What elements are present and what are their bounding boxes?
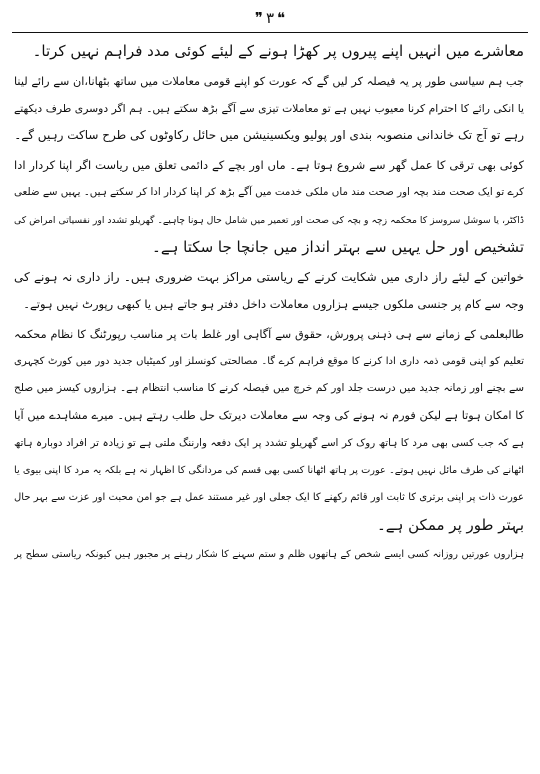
text-line: رہے تو آج تک خاندانی منصوبہ بندی اور پولیو ویکسینیشن میں حائل رکاوٹوں کی طرح ساکت رہیں گے۔ xyxy=(14,128,524,143)
text-line: اٹھانے کی طرف مائل نہیں ہوتے۔ عورت پر ہاتھ اٹھانا کسی بھی قسم کی مردانگی کا اظہار نہ ہے بلکہ یہ مرد کا اپنی بیوی یا xyxy=(14,465,524,477)
text-line: کا امکان ہوتا ہے لیکن فورم نہ ہونے کی وجہ سے معاملات دیرتک حل طلب رہتے ہیں۔ میرے مشاہدے میں آیا xyxy=(14,409,524,423)
text-line: معاشرے میں انہیں اپنے پیروں پر کھڑا ہونے کے لیئے کوئی مدد فراہم نہیں کرتا۔ xyxy=(32,42,524,60)
paragraph xyxy=(14,264,524,319)
header-rule xyxy=(12,32,528,33)
text-line: کرے تو ایک صحت مند بچہ اور صحت مند ماں ملکی خدمت میں آگے بڑھ کر اپنا کردار ادا کر سکتے ہیں۔ یہیں سے ضلعی xyxy=(14,186,524,199)
text-line: ڈاکٹر، یا سوشل سروسز کا محکمہ زچہ و بچہ کی صحت اور تعمیر میں شامل حال ہونا چاہیے۔ گھریلو تشدد اور نفسیاتی امراض کی xyxy=(14,214,524,226)
text-line: جب ہم سیاسی طور پر یہ فیصلہ کر لیں گے کہ عورت کو اپنے قومی معاملات میں ساتھ بٹھانا،ان سے رائے لینا xyxy=(14,74,524,88)
document-body xyxy=(14,38,524,774)
text-line: کوئی بھی ترقی کا عمل گھر سے شروع ہوتا ہے۔ ماں اور بچے کے دائمی تعلق میں ریاست اگر اپنا کردار ادا xyxy=(14,157,524,172)
paragraph xyxy=(14,38,524,65)
text-line: ہے کہ جب کسی بھی مرد کا ہاتھ روک کر اسے گھریلو تشدد پر ایک دفعہ وارننگ ملتی ہے تو زیادہ تر افراد دوبارہ ہاتھ xyxy=(14,436,524,449)
paragraph xyxy=(14,541,524,568)
text-line: خواتین کے لیئے راز داری میں شکایت کرنے کے ریاستی مراکز بہت ضروری ہیں۔ راز داری نہ ہونے کی xyxy=(14,269,524,284)
ornament-left-icon: ❞ xyxy=(254,8,263,27)
text-line: ہزاروں عورتیں روزانہ کسی ایسے شخص کے ہاتھوں ظلم و ستم سہنے کا شکار رہنے پر مجبور ہیں کیونکہ ریاستی سطح پر xyxy=(14,549,524,561)
text-line: تشخیص اور حل یہیں سے بہتر انداز میں جانچا جا سکتا ہے۔ xyxy=(152,237,524,256)
paragraph xyxy=(14,68,524,150)
text-line: وجہ سے کام پر جنسی ملکوں جیسے ہزاروں معاملات داخل دفتر ہو جاتے ہیں یا کبھی رپورٹ نہیں ہوتے۔ xyxy=(23,296,524,311)
text-line: بہتر طور پر ممکن ہے۔ xyxy=(377,515,524,534)
text-line: سے بچنے اور زمانہ جدید میں درست جلد اور کم خرچ میں فیصلہ کرنے کا مناسب انتظام ہے۔ ہزاروں کیسز میں صلح xyxy=(14,382,524,395)
paragraph xyxy=(14,321,524,539)
text-line: عورت ذات پر اپنی برتری کا ثابت اور قائم رکھنے کا ایک جعلی اور غیر مستند عمل ہے جو امن محبت اور عزت سے بہر حال xyxy=(14,492,524,504)
text-line: طالبعلمی کے زمانے سے ہی ذہنی پرورش، حقوق سے آگاہی اور غلط بات پر مناسب رپورٹنگ کا نظام محکمہ xyxy=(14,327,524,341)
ornament-right-icon: ❝ xyxy=(277,8,286,27)
text-line: تعلیم کو اپنی قومی ذمہ داری ادا کرنے کا موقع فراہم کرے گا۔ مصالحتی کونسلز اور کمیٹیاں جدید دور میں کورٹ کچہری xyxy=(14,355,524,367)
paragraph xyxy=(14,152,524,261)
page-header xyxy=(0,6,540,30)
text-line: یا انکی رائے کا احترام کرنا معیوب نہیں ہے تو معاملات تیزی سے آگے بڑھ سکتے ہیں۔ ہم اگر دوسری طرف دیکھتے xyxy=(14,101,524,115)
page-number: ۳ xyxy=(265,8,275,27)
